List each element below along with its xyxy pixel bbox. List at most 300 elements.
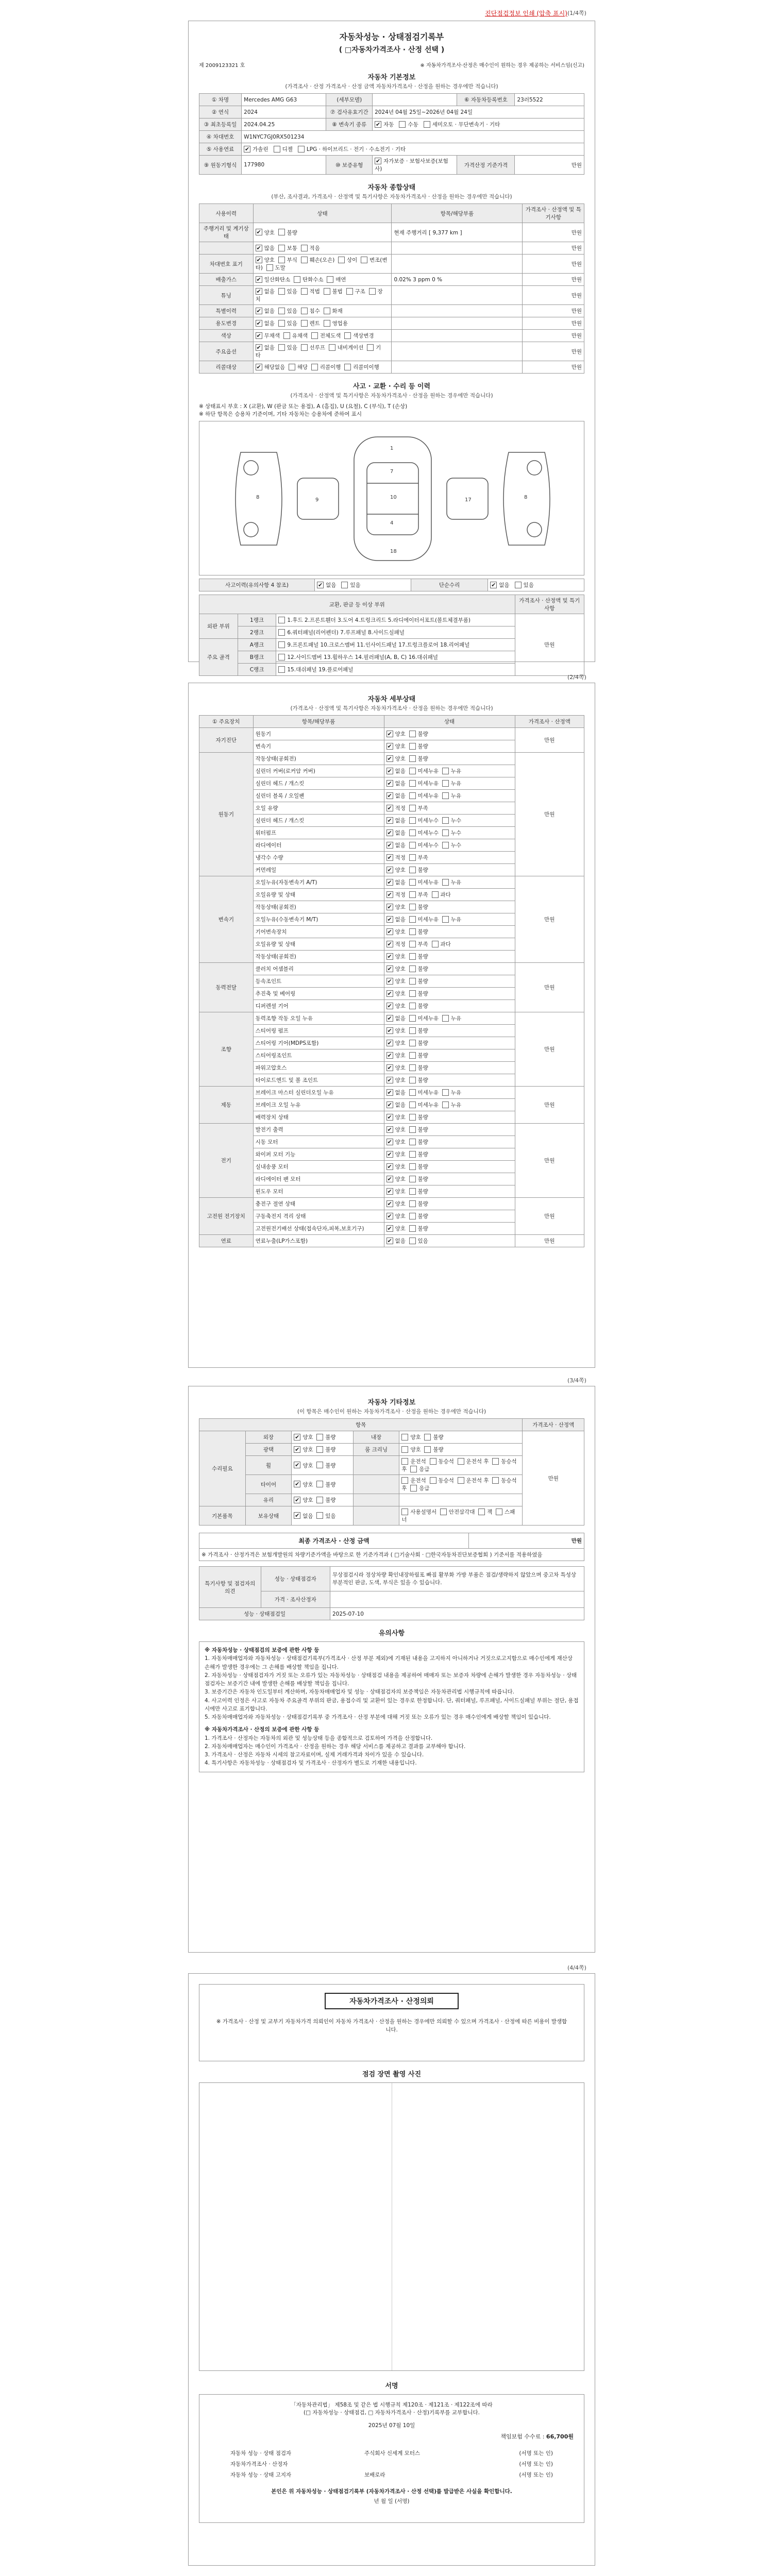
- option-label: 양호: [395, 756, 406, 762]
- option-label: 적정: [395, 805, 406, 811]
- checkbox[interactable]: [409, 1064, 416, 1071]
- panel-group-outer: 외판 부위: [199, 614, 238, 639]
- checkbox-checked[interactable]: [386, 1077, 393, 1083]
- page-1: [188, 10, 595, 673]
- checkbox-checked[interactable]: [386, 805, 393, 811]
- signer-row: [210, 2469, 574, 2480]
- status-item-extra: [392, 317, 523, 330]
- checkbox[interactable]: [410, 1466, 417, 1472]
- checkbox[interactable]: [492, 1458, 499, 1465]
- detail-state: [384, 975, 515, 988]
- checkbox[interactable]: [316, 1481, 323, 1487]
- document-subtitle: ( □자동차가격조사 · 산정 선택 ): [339, 46, 445, 54]
- checkbox[interactable]: [367, 344, 374, 351]
- option-label: 부족: [417, 805, 428, 811]
- checkbox-checked[interactable]: [386, 1139, 393, 1145]
- checkbox-checked[interactable]: [386, 1200, 393, 1207]
- detail-item: 작동상태(공회전): [253, 901, 384, 913]
- option-label: 적정: [395, 855, 406, 861]
- checkbox-checked[interactable]: [256, 308, 262, 314]
- checkbox[interactable]: [409, 1052, 416, 1059]
- option-label: 양호: [395, 991, 406, 997]
- checkbox[interactable]: [409, 1188, 416, 1195]
- checkbox[interactable]: [301, 245, 308, 251]
- option-label: 불량: [417, 756, 428, 762]
- checkbox[interactable]: [278, 229, 285, 235]
- checkbox[interactable]: [278, 245, 285, 251]
- checkbox-checked[interactable]: [386, 1015, 393, 1022]
- checkbox[interactable]: [409, 1126, 416, 1133]
- checkbox[interactable]: [409, 1176, 416, 1182]
- detail-state: [384, 913, 515, 926]
- checkbox[interactable]: [492, 1477, 499, 1484]
- checkbox[interactable]: [409, 978, 416, 985]
- checkbox[interactable]: [409, 916, 416, 923]
- first-reg-value: 2024.04.25: [242, 118, 326, 131]
- notice-2-list: [205, 1734, 579, 1768]
- checkbox[interactable]: [278, 344, 285, 351]
- checkbox-checked[interactable]: [244, 146, 250, 152]
- detail-state: [384, 728, 515, 740]
- checkbox-checked[interactable]: [256, 245, 262, 251]
- checkbox[interactable]: [344, 332, 351, 339]
- checkbox-checked[interactable]: [386, 743, 393, 750]
- detail-item: 윈도우 모터: [253, 1185, 384, 1198]
- warranty-options: [373, 156, 457, 175]
- checkbox-checked[interactable]: [386, 768, 393, 774]
- option-label: 불량: [417, 1151, 428, 1158]
- checkbox-checked[interactable]: [386, 867, 393, 873]
- checkbox[interactable]: [430, 1458, 436, 1465]
- checkbox[interactable]: [409, 990, 416, 997]
- status-item-amount: 만원: [523, 286, 584, 305]
- detail-amount: 만원: [515, 1198, 584, 1235]
- checkbox[interactable]: [409, 1151, 416, 1158]
- checkbox[interactable]: [409, 805, 416, 811]
- checkbox-checked[interactable]: [256, 364, 262, 370]
- checkbox[interactable]: [409, 1101, 416, 1108]
- checkbox-checked[interactable]: [386, 916, 393, 923]
- detail-state: [384, 901, 515, 913]
- checkbox[interactable]: [301, 308, 308, 314]
- detail-item: 오일누유(자동변속기 A/T): [253, 876, 384, 889]
- photo-title: 점검 장면 촬영 사진: [362, 2071, 422, 2078]
- checkbox[interactable]: [432, 941, 439, 947]
- appraisal-request-text: ※ 가격조사 · 산정 및 교부기 자동차가격 의뢰인이 자동차 가격조사 · 산정을 원하는 경우에만 의뢰할 수 있으며 가격조사 · 산정에 따른 비용이 발생합니다.: [216, 2019, 567, 2033]
- checkbox[interactable]: [442, 1089, 449, 1096]
- checkbox[interactable]: [283, 332, 290, 339]
- checkbox[interactable]: [274, 146, 280, 152]
- checkbox[interactable]: [442, 879, 449, 886]
- checkbox[interactable]: [409, 941, 416, 947]
- appraisal-request-title: 자동차가격조사 · 산정의뢰: [325, 1993, 459, 2009]
- checkbox[interactable]: [442, 792, 449, 799]
- basic-info-table: [199, 93, 584, 175]
- detail-state: [384, 753, 515, 765]
- checkbox[interactable]: [401, 1458, 408, 1465]
- status-item-extra: [392, 255, 523, 274]
- option-label: 양호: [395, 978, 406, 985]
- checkbox[interactable]: [409, 1225, 416, 1232]
- checkbox[interactable]: [311, 332, 318, 339]
- checkbox[interactable]: [409, 1003, 416, 1009]
- checkbox-checked[interactable]: [386, 1188, 393, 1195]
- checkbox[interactable]: [458, 1458, 464, 1465]
- checkbox[interactable]: [409, 842, 416, 849]
- option-none: 없음: [326, 582, 337, 588]
- detail-item: 고전원전기배선 상태(접속단자,피복,보호기구): [253, 1223, 384, 1235]
- svg-text:1: 1: [390, 446, 394, 451]
- option-label: 양호: [395, 1028, 406, 1034]
- option-label: 양호: [395, 1176, 406, 1182]
- checkbox[interactable]: [442, 829, 449, 836]
- checkbox[interactable]: [409, 1163, 416, 1170]
- checkbox-checked[interactable]: [375, 158, 381, 164]
- plate-value: 23러5522: [515, 94, 584, 106]
- checkbox[interactable]: [409, 1089, 416, 1096]
- option-label: 없음: [264, 345, 275, 351]
- detail-item: 브레이크 오일 누유: [253, 1099, 384, 1111]
- checkbox-checked[interactable]: [386, 904, 393, 910]
- option-label: 누수: [450, 830, 462, 836]
- detail-item: 클러치 어셈블리: [253, 963, 384, 975]
- checkbox[interactable]: [324, 308, 330, 314]
- status-item-name: 주행거리 및 계기상태: [199, 223, 254, 242]
- checkbox[interactable]: [424, 121, 430, 128]
- checkbox[interactable]: [278, 320, 285, 327]
- checkbox-checked[interactable]: [386, 1064, 393, 1071]
- detail-item: 배력장치 상태: [253, 1111, 384, 1124]
- checkbox[interactable]: [409, 743, 416, 750]
- checkbox-checked[interactable]: [386, 780, 393, 787]
- panel-group-frame: 주요 골격: [199, 639, 238, 676]
- checkbox[interactable]: [478, 1509, 485, 1515]
- checkbox-checked[interactable]: [375, 121, 381, 128]
- checkbox[interactable]: [278, 308, 285, 314]
- detail-item: 냉각수 수량: [253, 852, 384, 864]
- inspection-date-value: 2025-07-10: [330, 1608, 584, 1620]
- checkbox[interactable]: [409, 1015, 416, 1022]
- checkbox-checked[interactable]: [386, 1040, 393, 1046]
- checkbox[interactable]: [496, 1509, 502, 1515]
- checkbox[interactable]: [442, 1101, 449, 1108]
- checkbox[interactable]: [324, 288, 330, 295]
- checkbox-checked[interactable]: [386, 1114, 393, 1121]
- detail-item: 디퍼렌셜 기어: [253, 1000, 384, 1012]
- checkbox[interactable]: [409, 953, 416, 960]
- checkbox[interactable]: [401, 1509, 408, 1515]
- signer-row: [210, 2448, 574, 2459]
- checkbox-checked[interactable]: [386, 1101, 393, 1108]
- checkbox[interactable]: [409, 891, 416, 898]
- other-group: 기본품목: [199, 1506, 246, 1526]
- checkbox[interactable]: [442, 842, 449, 849]
- checkbox[interactable]: [409, 1040, 416, 1046]
- label-fuel: ⑤ 사용연료: [199, 143, 242, 156]
- checkbox[interactable]: [301, 320, 308, 327]
- checkbox-checked[interactable]: [386, 817, 393, 824]
- option-label: 누유: [450, 917, 462, 923]
- checkbox-checked[interactable]: [386, 978, 393, 985]
- document-number: 제 2009123321 호: [199, 63, 245, 69]
- checkbox-checked[interactable]: [386, 1089, 393, 1096]
- checkbox[interactable]: [278, 654, 285, 660]
- checkbox-checked[interactable]: [294, 1497, 300, 1503]
- option-label: 불량: [417, 929, 428, 935]
- checkbox-checked[interactable]: [386, 1052, 393, 1059]
- checkbox[interactable]: [401, 1477, 408, 1484]
- other-item-options: [292, 1431, 354, 1444]
- checkbox-checked[interactable]: [386, 1163, 393, 1170]
- checkbox-checked[interactable]: [386, 879, 393, 886]
- checkbox[interactable]: [327, 276, 333, 283]
- option-label: 있음: [287, 320, 297, 327]
- checkbox-checked[interactable]: [490, 582, 497, 588]
- checkbox[interactable]: [409, 1139, 416, 1145]
- checkbox[interactable]: [278, 666, 285, 673]
- option-label: 적음: [309, 245, 320, 251]
- detail-state: [384, 1136, 515, 1148]
- svg-text:17: 17: [465, 497, 472, 503]
- detail-state: [384, 1025, 515, 1037]
- checkbox[interactable]: [316, 1462, 323, 1468]
- svg-text:9: 9: [315, 497, 319, 503]
- option-label: 양호: [410, 1434, 421, 1440]
- checkbox-checked[interactable]: [256, 229, 262, 235]
- option-label: 불량: [417, 1127, 428, 1133]
- checkbox[interactable]: [458, 1477, 464, 1484]
- checkbox-checked[interactable]: [256, 344, 262, 351]
- detail-amount: 만원: [515, 963, 584, 1012]
- checkbox[interactable]: [409, 867, 416, 873]
- checkbox[interactable]: [409, 829, 416, 836]
- print-link[interactable]: 진단점검정보 인쇄 (압축 표시): [485, 10, 567, 17]
- option-label: 적법: [309, 289, 320, 295]
- checkbox[interactable]: [301, 288, 308, 295]
- checkbox[interactable]: [409, 928, 416, 935]
- checkbox-checked[interactable]: [256, 320, 262, 327]
- checkbox[interactable]: [442, 817, 449, 824]
- checkbox[interactable]: [409, 965, 416, 972]
- option-label: 보통: [287, 245, 297, 251]
- checkbox[interactable]: [289, 364, 295, 370]
- checkbox-checked[interactable]: [386, 792, 393, 799]
- checkbox[interactable]: [424, 1446, 431, 1453]
- checkbox[interactable]: [278, 288, 285, 295]
- checkbox[interactable]: [344, 364, 351, 370]
- checkbox-checked[interactable]: [386, 1151, 393, 1158]
- checkbox[interactable]: [401, 1434, 408, 1440]
- photo-area: [199, 2082, 584, 2371]
- document-title: 자동차성능 · 상태점검기록부: [339, 32, 444, 42]
- option-label: 있음: [287, 308, 297, 314]
- checkbox-checked[interactable]: [386, 854, 393, 861]
- option-label: 불량: [417, 1003, 428, 1009]
- checkbox-checked[interactable]: [386, 731, 393, 737]
- checkbox[interactable]: [278, 629, 285, 636]
- checkbox-checked[interactable]: [386, 755, 393, 762]
- checkbox[interactable]: [409, 1213, 416, 1219]
- option-label: 불량: [417, 1201, 428, 1207]
- option-label: 없음: [395, 1102, 406, 1108]
- svg-text:7: 7: [390, 469, 394, 474]
- checkbox-checked[interactable]: [294, 1462, 300, 1468]
- checkbox[interactable]: [316, 1446, 323, 1453]
- checkbox[interactable]: [294, 276, 300, 283]
- checkbox-checked[interactable]: [386, 941, 393, 947]
- option-label: 양호: [395, 966, 406, 972]
- checkbox[interactable]: [409, 780, 416, 787]
- other-item-options: [399, 1506, 523, 1526]
- checkbox-checked[interactable]: [256, 257, 262, 263]
- checkbox[interactable]: [409, 1114, 416, 1121]
- detail-item: 원동기: [253, 728, 384, 740]
- option-label: 불량: [417, 1189, 428, 1195]
- detail-state: [384, 1173, 515, 1185]
- checkbox-checked[interactable]: [256, 332, 262, 339]
- checkbox[interactable]: [324, 320, 330, 327]
- checkbox-checked[interactable]: [386, 891, 393, 898]
- signer-role: 자동차 성능 · 상태 점검자: [230, 2450, 292, 2456]
- checkbox[interactable]: [409, 755, 416, 762]
- checkbox[interactable]: [278, 617, 285, 623]
- checkbox-checked[interactable]: [386, 1238, 393, 1244]
- checkbox[interactable]: [346, 288, 353, 295]
- checkbox-checked[interactable]: [386, 965, 393, 972]
- checkbox[interactable]: [316, 1434, 323, 1440]
- option-label: 응급: [419, 1466, 430, 1472]
- checkbox-checked[interactable]: [317, 582, 324, 588]
- detail-state: [384, 1000, 515, 1012]
- checkbox[interactable]: [361, 257, 367, 263]
- checkbox[interactable]: [266, 264, 273, 271]
- checkbox[interactable]: [442, 768, 449, 774]
- checkbox[interactable]: [301, 344, 308, 351]
- option-label: 불량: [287, 229, 297, 236]
- option-label: 불량: [417, 1213, 428, 1219]
- checkbox-checked[interactable]: [386, 1003, 393, 1009]
- checkbox-checked[interactable]: [386, 1213, 393, 1219]
- checkbox-checked[interactable]: [294, 1434, 300, 1440]
- option-label: 불량: [417, 966, 428, 972]
- detail-state: [384, 777, 515, 790]
- checkbox[interactable]: [301, 257, 308, 263]
- detail-state: [384, 740, 515, 753]
- option-label: 미세누유: [417, 1102, 439, 1108]
- checkbox[interactable]: [442, 1015, 449, 1022]
- checkbox-checked[interactable]: [386, 953, 393, 960]
- option-label: 없음: [264, 308, 275, 314]
- option-label: 없음: [264, 289, 275, 295]
- checkbox[interactable]: [432, 891, 439, 898]
- checkbox[interactable]: [311, 364, 318, 370]
- detail-group: 연료: [199, 1235, 254, 1247]
- checkbox[interactable]: [440, 1509, 447, 1515]
- checkbox-checked[interactable]: [294, 1512, 300, 1519]
- option-label: 양호: [303, 1497, 313, 1503]
- checkbox[interactable]: [409, 879, 416, 886]
- panel-head-amount: 가격조사 · 산정액 및 특기사항: [515, 595, 584, 614]
- other-info-subtitle: (이 항목은 매수인이 원하는 자동차가격조사 · 산정을 원하는 경우에만 적습니다): [297, 1409, 486, 1415]
- checkbox-checked[interactable]: [386, 1225, 393, 1232]
- page-number: (1/4쪽): [567, 10, 586, 16]
- checkbox[interactable]: [424, 1434, 431, 1440]
- sub-model-value: [373, 94, 457, 106]
- checkbox[interactable]: [399, 121, 406, 128]
- checkbox[interactable]: [369, 288, 376, 295]
- checkbox-checked[interactable]: [386, 928, 393, 935]
- checkbox-checked[interactable]: [294, 1481, 300, 1487]
- checkbox[interactable]: [409, 1027, 416, 1034]
- checkbox[interactable]: [410, 1485, 417, 1492]
- checkbox[interactable]: [329, 344, 335, 351]
- option-label: 있음: [417, 1238, 428, 1244]
- checkbox[interactable]: [409, 1077, 416, 1083]
- checkbox-checked[interactable]: [256, 276, 262, 283]
- checkbox[interactable]: [278, 257, 285, 263]
- option-label: 누유: [450, 793, 462, 799]
- checkbox[interactable]: [409, 768, 416, 774]
- panel-amount: 만원: [515, 614, 584, 676]
- checkbox-checked[interactable]: [386, 842, 393, 849]
- checkbox-checked[interactable]: [256, 288, 262, 295]
- car-diagram: [199, 421, 584, 575]
- option-label: 적정: [395, 941, 406, 947]
- option-label: 불량: [417, 1065, 428, 1071]
- checkbox[interactable]: [316, 1512, 323, 1519]
- checkbox[interactable]: [338, 257, 345, 263]
- checkbox[interactable]: [409, 1238, 416, 1244]
- checkbox-checked[interactable]: [386, 1126, 393, 1133]
- checkbox-checked[interactable]: [386, 1027, 393, 1034]
- checkbox[interactable]: [515, 582, 522, 588]
- checkbox[interactable]: [409, 854, 416, 861]
- checkbox[interactable]: [409, 904, 416, 910]
- checkbox[interactable]: [409, 731, 416, 737]
- option-label: 미세누유: [417, 768, 439, 774]
- detail-item: 실린더 커버(로커암 커버): [253, 765, 384, 777]
- checkbox[interactable]: [341, 582, 348, 588]
- checkbox[interactable]: [430, 1477, 436, 1484]
- checkbox[interactable]: [409, 1200, 416, 1207]
- checkbox[interactable]: [442, 916, 449, 923]
- accident-summary: [199, 579, 584, 591]
- option-label: 동승석 후: [401, 1478, 517, 1492]
- checkbox-checked[interactable]: [386, 829, 393, 836]
- checkbox-checked[interactable]: [386, 1176, 393, 1182]
- receipt-confirm: 본인은 위 자동차성능 · 상태점검기록부 (자동차가격조사 · 산정 선택)를 발급받은 사실을 확인합니다.: [271, 2488, 512, 2495]
- checkbox-checked[interactable]: [386, 990, 393, 997]
- checkbox[interactable]: [278, 641, 285, 648]
- checkbox-checked[interactable]: [294, 1446, 300, 1453]
- checkbox[interactable]: [298, 146, 305, 152]
- checkbox[interactable]: [401, 1446, 408, 1453]
- opinion-text: 무상점검시라 정상차량 확인내장하림포 빠짐 활부화 가방 부품은 점검/생략하지 않았으며 중고차 특성상 부분적인 판금, 도색, 부식은 있을 수 있습니다.: [330, 1567, 584, 1591]
- basic-info-subtitle: (가격조사 · 산정 가격조사 · 산정 금액 자동차가격조사 · 산정을 원하는 경우에만 적습니다): [285, 83, 498, 90]
- status-item-amount: 만원: [523, 255, 584, 274]
- checkbox[interactable]: [442, 780, 449, 787]
- opinion-role-appraiser: 가격 · 조사산정자: [261, 1591, 330, 1608]
- checkbox[interactable]: [409, 817, 416, 824]
- checkbox[interactable]: [409, 792, 416, 799]
- svg-text:8: 8: [524, 495, 528, 500]
- accident-title: 사고 · 교환 · 수리 등 이력: [352, 383, 431, 391]
- other-item-options: [292, 1456, 354, 1475]
- option-label: 누유: [450, 1102, 462, 1108]
- label-inspection-valid: ⑦ 검사유효기간: [326, 106, 373, 118]
- checkbox[interactable]: [316, 1497, 323, 1503]
- detail-state: [384, 1111, 515, 1124]
